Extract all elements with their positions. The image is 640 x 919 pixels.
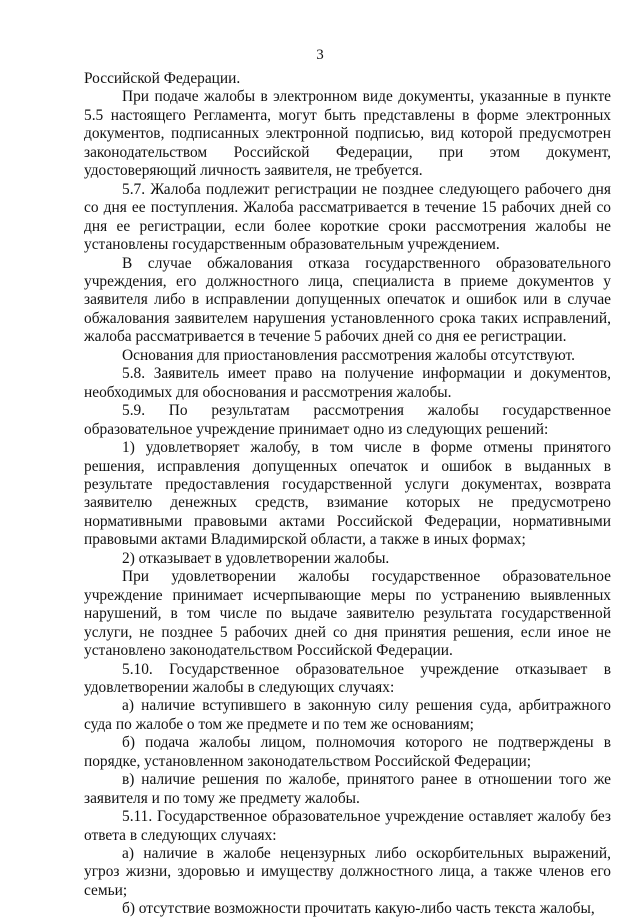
document-body: [84, 70, 611, 919]
paragraph-continuation: Российской Федерации.: [84, 70, 241, 87]
list-item-5-9-2: 2) отказывает в удовлетворении жалобы.: [122, 549, 390, 567]
list-item-5-10-c: в) наличие решения по жалобе, принятого ранее в отношении того же заявителя и по тому же предмету жалобы.: [84, 771, 611, 807]
paragraph-5-9: 5.9. По результатам рассмотрения жалобы государственное образовательное учреждение принимает одно из следующих решений:: [84, 402, 611, 438]
list-item-5-11-b: б) отсутствие возможности прочитать какую-либо часть текста жалобы,: [122, 900, 595, 918]
paragraph-5-7: 5.7. Жалоба подлежит регистрации не позднее следующего рабочего дня со дня ее поступления. Жалоба рассматривается в течение 15 рабочих дней со дня ее регистрации, если более короткие сроки рассмотрения жалобы не установлены государственным образовательным учреждением.: [84, 180, 611, 254]
paragraph-electronic-documents: При подаче жалобы в электронном виде документы, указанные в пункте 5.5 настоящего Регламента, могут быть представлены в форме электронных документов, подписанных электронной подписью, вид которой предусмотрен законодательством Российской Федерации, при этом документ, удостоверяющий личность заявителя, не требуется.: [84, 88, 611, 180]
list-item-5-10-b: б) подача жалобы лицом, полномочия которого не подтверждены в порядке, установленном законодательством Российской Федерации;: [84, 734, 611, 770]
paragraph-satisfaction-measures: При удовлетворении жалобы государственное образовательное учреждение принимает исчерпывающие меры по устранению выявленных нарушений, в том числе по выдаче заявителю результата государственной услуги, не позднее 5 рабочих дней со дня принятия решения, если иное не установлено законодательством Российской Федерации.: [84, 568, 611, 660]
list-item-5-10-a: а) наличие вступившего в законную силу решения суда, арбитражного суда по жалобе о том же предмете и по тем же основаниям;: [84, 697, 611, 733]
page-number: 3: [316, 47, 324, 63]
paragraph-suspension-grounds: Основания для приостановления рассмотрения жалобы отсутствуют.: [122, 346, 575, 364]
paragraph-5-10: 5.10. Государственное образовательное учреждение отказывает в удовлетворении жалобы в следующих случаях:: [84, 660, 611, 696]
list-item-5-9-1: 1) удовлетворяет жалобу, в том числе в форме отмены принятого решения, исправления допущенных опечаток и ошибок в выданных в результате предоставления государственной услуги документах, возврата заявителю денежных средств, взимание которых не предусмотрено нормативными правовыми актами Российской Федерации, нормативными правовыми актами Владимирской области, а также в иных формах;: [84, 439, 611, 549]
paragraph-5-8: 5.8. Заявитель имеет право на получение информации и документов, необходимых для обоснования и рассмотрения жалобы.: [84, 365, 611, 401]
paragraph-5-11: 5.11. Государственное образовательное учреждение оставляет жалобу без ответа в следующих случаях:: [84, 808, 611, 844]
paragraph-refusal-appeal: В случае обжалования отказа государственного образовательного учреждения, его должностного лица, специалиста в приеме документов у заявителя либо в исправлении допущенных опечаток и ошибок или в случае обжалования заявителем нарушения установленного срока таких исправлений, жалоба рассматривается в течение 5 рабочих дней со дня ее регистрации.: [84, 254, 611, 346]
list-item-5-11-a: а) наличие в жалобе нецензурных либо оскорбительных выражений, угроз жизни, здоровью и имуществу должностного лица, а также членов его семьи;: [84, 845, 611, 899]
